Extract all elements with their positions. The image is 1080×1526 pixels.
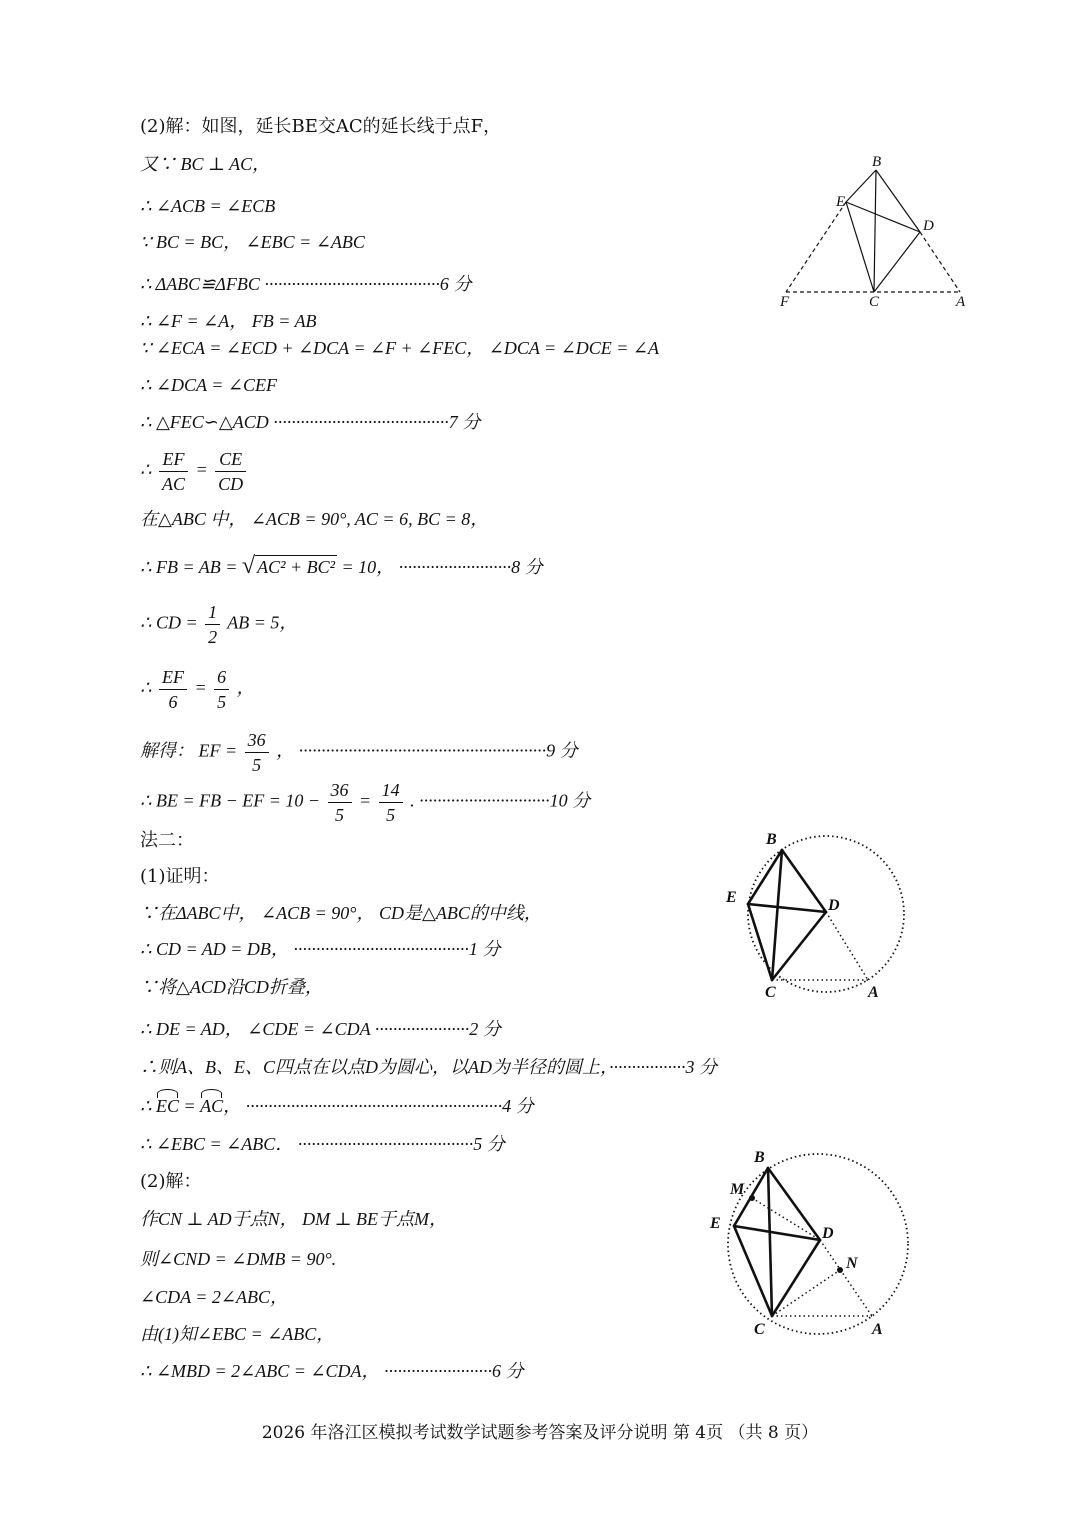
- segment-cd: [874, 232, 920, 292]
- figure-circle-perpendiculars: [700, 1140, 920, 1346]
- label-a: A: [956, 294, 966, 310]
- solution-line-fraction: [140, 447, 249, 496]
- equation-suffix: = 10， ·························8 分: [337, 557, 543, 577]
- label-n: N: [846, 1255, 858, 1272]
- denominator: 6: [168, 692, 178, 712]
- fraction: [214, 665, 229, 714]
- segment-ed: [734, 1226, 820, 1240]
- equation-suffix: ， ·························································4 分: [223, 1096, 534, 1116]
- equation-prefix: 解得： EF =: [140, 740, 238, 761]
- solution-line: ∴ ΔABC≌ΔFBC ·······································6 分: [140, 274, 472, 294]
- segment-ed: [748, 904, 826, 912]
- equation-suffix: . ·····························10 分: [410, 790, 591, 811]
- numerator: 14: [379, 778, 403, 803]
- fraction: [215, 447, 246, 496]
- figure-circle-method2: [720, 822, 920, 1002]
- denominator: 2: [208, 627, 218, 647]
- figure-triangle-extension: [770, 150, 980, 315]
- solution-line-fraction: [140, 600, 297, 649]
- solution-line: ∴ ∠DCA = ∠CEF: [140, 375, 277, 395]
- segment-bc: [768, 1168, 772, 1316]
- solution-line: (2)解：如图，延长BE交AC的延长线于点F，: [140, 116, 502, 137]
- segment-ef-dashed: [786, 202, 846, 292]
- denominator: 5: [386, 805, 396, 825]
- page-footer: 2026 年洛江区模拟考试数学试题参考答案及评分说明 第 4页 （共 8 页）: [261, 1423, 819, 1443]
- point-m: [749, 1195, 755, 1201]
- arc-ec: EC: [155, 1096, 179, 1116]
- fraction: [159, 447, 188, 496]
- equation-suffix: AB = 5，: [227, 612, 298, 633]
- solution-line: ∵ ∠ECA = ∠ECD + ∠DCA = ∠F + ∠FEC， ∠DCA = ∠DCE = ∠A: [140, 338, 659, 358]
- point-n: [837, 1267, 843, 1273]
- proof-heading: (1)证明：: [140, 866, 220, 887]
- equals-sign: =: [195, 459, 208, 480]
- label-e: E: [710, 1215, 721, 1232]
- equals-sign: =: [178, 1096, 201, 1116]
- solution-line: 又∵ BC ⊥ AC，: [140, 154, 271, 174]
- denominator: 5: [217, 692, 227, 712]
- solution-line: ∵ BC = BC， ∠EBC = ∠ABC: [140, 232, 365, 252]
- part-heading: (2)解：: [140, 1171, 202, 1192]
- equation-prefix: ∴ CD =: [140, 612, 198, 633]
- solution-line: ∴则A、B、E、C四点在以点D为圆心，以AD为半径的圆上，·················3 分: [140, 1057, 717, 1077]
- segment-ec: [734, 1226, 772, 1316]
- equation-prefix: ∴ BE = FB − EF = 10 −: [140, 790, 321, 811]
- solution-line: 由(1)知∠EBC = ∠ABC，: [140, 1324, 335, 1344]
- fraction: [328, 778, 352, 827]
- fraction: [245, 728, 269, 777]
- segment-cd: [772, 912, 826, 980]
- label-d: D: [828, 897, 840, 914]
- solution-line: ∵将△ACD沿CD折叠，: [140, 977, 323, 997]
- therefore-symbol: ∴: [140, 677, 152, 698]
- denominator: AC: [161, 474, 185, 494]
- radical-sign-icon: √: [241, 553, 256, 579]
- fraction: [205, 600, 220, 649]
- solution-line: ∴ ∠ACB = ∠ECB: [140, 196, 276, 216]
- solution-line-fraction: [140, 665, 255, 714]
- label-b: B: [754, 1149, 765, 1166]
- label-c: C: [869, 294, 880, 310]
- solution-line: ∠CDA = 2∠ABC，: [140, 1287, 288, 1307]
- solution-line: 作CN ⊥ AD于点N， DM ⊥ BE于点M，: [140, 1209, 448, 1229]
- solution-line-arcs: [140, 1095, 534, 1117]
- segment-be: [846, 170, 876, 202]
- equation-suffix: ， ·······················································9 分: [276, 740, 578, 761]
- solution-line-fraction: [140, 778, 590, 827]
- solution-line: ∵在ΔABC中， ∠ACB = 90°， CD是△ABC的中线，: [140, 903, 542, 923]
- segment-bd: [768, 1168, 820, 1240]
- segment-ec: [748, 904, 772, 980]
- solution-line: ∴ ∠F = ∠A， FB = AB: [140, 311, 317, 331]
- solution-line: ∴ CD = AD = DB， ·······································1 分: [140, 939, 501, 959]
- solution-line-sqrt: [140, 555, 543, 578]
- punctuation: ，: [236, 677, 255, 698]
- segment-bc: [874, 170, 876, 292]
- segment-bd: [782, 850, 826, 912]
- segment-bc: [772, 850, 782, 980]
- label-d: D: [822, 1225, 834, 1242]
- solution-line-fraction: [140, 728, 578, 777]
- equals-sign: =: [359, 790, 372, 811]
- arc-ac: AC: [200, 1096, 224, 1116]
- solution-line: ∴ DE = AD， ∠CDE = ∠CDA ·····················2 分: [140, 1019, 501, 1039]
- numerator: CE: [215, 447, 246, 472]
- fraction: [379, 778, 403, 827]
- solution-line: ∴ ∠MBD = 2∠ABC = ∠CDA， ························6 分: [140, 1361, 524, 1381]
- label-e: E: [726, 889, 737, 906]
- radicand: AC² + BC²: [257, 557, 336, 577]
- numerator: EF: [159, 447, 188, 472]
- fraction: [159, 665, 187, 714]
- numerator: 6: [214, 665, 229, 690]
- numerator: 36: [245, 728, 269, 753]
- segment-ec: [846, 202, 874, 292]
- segment-da-dotted: [826, 912, 868, 980]
- method-heading: 法二：: [140, 830, 194, 851]
- solution-line: 在△ABC 中， ∠ACB = 90°, AC = 6, BC = 8，: [140, 509, 489, 529]
- numerator: 36: [328, 778, 352, 803]
- segment-be: [748, 850, 782, 904]
- solution-line: ∴ △FEC∽△ACD ·······································7 分: [140, 412, 481, 432]
- label-m: M: [730, 1181, 745, 1198]
- label-f: F: [780, 294, 790, 310]
- label-d: D: [923, 218, 934, 234]
- solution-line: ∴ ∠EBC = ∠ABC． ·······································5 分: [140, 1134, 505, 1154]
- equation-prefix: ∴ FB = AB =: [140, 557, 242, 577]
- label-a: A: [868, 984, 879, 1001]
- solution-line: 则∠CND = ∠DMB = 90°.: [140, 1249, 337, 1269]
- denominator: CD: [218, 474, 244, 494]
- denominator: 5: [252, 755, 262, 775]
- numerator: 1: [205, 600, 220, 625]
- therefore-symbol: ∴: [140, 459, 152, 480]
- segment-cd: [772, 1240, 820, 1316]
- label-a: A: [872, 1321, 883, 1338]
- therefore-symbol: ∴: [140, 1096, 156, 1116]
- label-b: B: [766, 831, 777, 848]
- label-c: C: [765, 984, 776, 1001]
- label-b: B: [872, 154, 882, 170]
- label-e: E: [836, 194, 846, 210]
- denominator: 5: [335, 805, 345, 825]
- label-c: C: [754, 1321, 765, 1338]
- equals-sign: =: [194, 677, 207, 698]
- segment-cn-dotted: [772, 1270, 840, 1316]
- numerator: EF: [159, 665, 187, 690]
- segment-da-dashed: [920, 232, 960, 292]
